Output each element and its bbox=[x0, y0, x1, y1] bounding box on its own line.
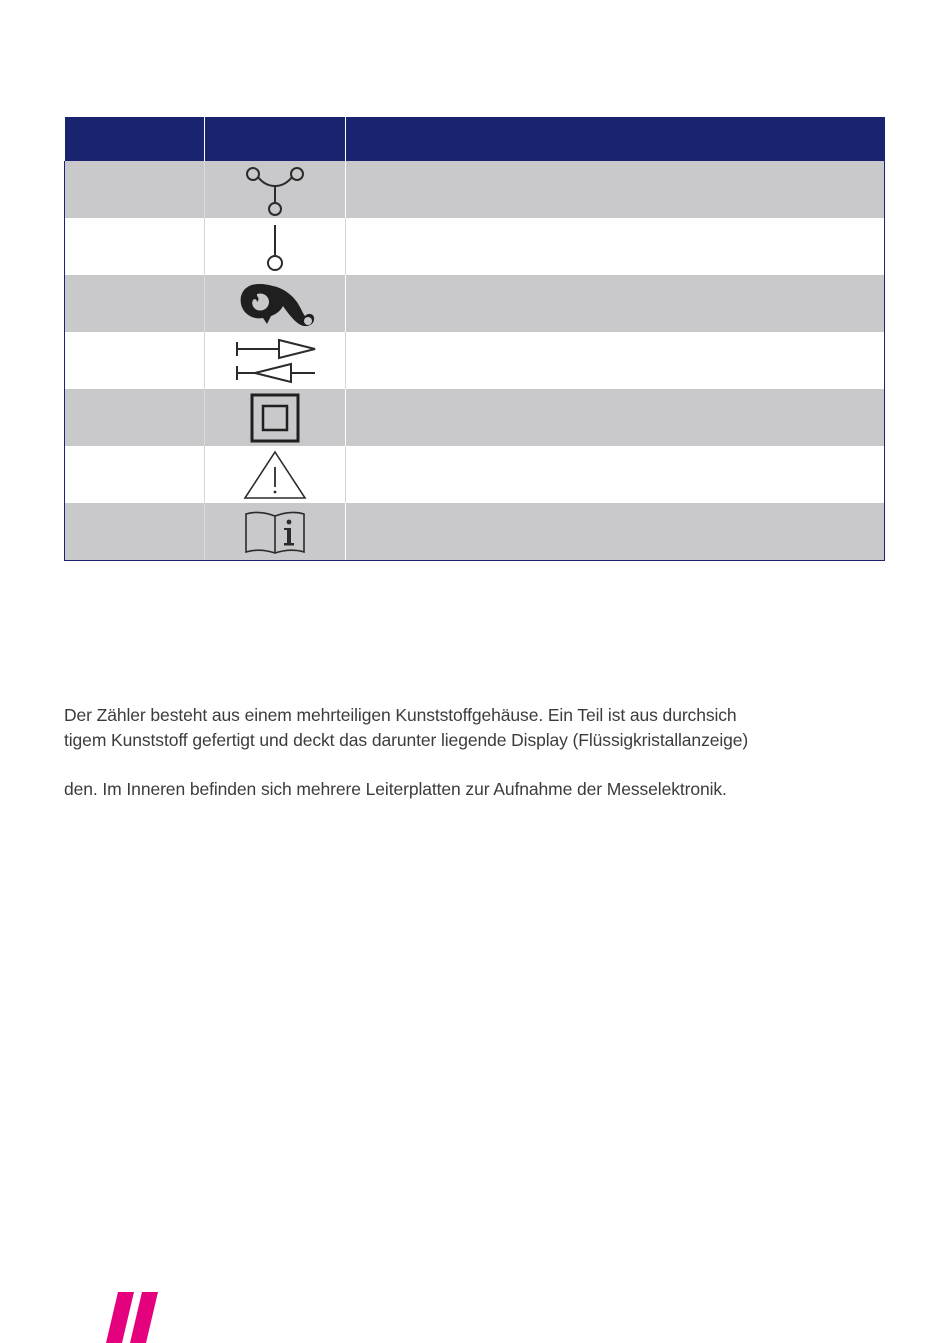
three-phase-star-icon bbox=[243, 164, 307, 216]
row-symbol-cell bbox=[205, 332, 346, 389]
row-symbol-cell bbox=[205, 161, 346, 218]
row-description bbox=[346, 275, 885, 332]
row-symbol-cell bbox=[205, 503, 346, 561]
row-label bbox=[65, 218, 205, 275]
row-description bbox=[346, 161, 885, 218]
warning-triangle-icon bbox=[242, 449, 308, 501]
symbol-table bbox=[64, 117, 885, 561]
snail-rotation-icon bbox=[235, 278, 315, 330]
table-row bbox=[65, 446, 885, 503]
double-insulation-icon bbox=[249, 392, 301, 444]
row-symbol-cell bbox=[205, 218, 346, 275]
row-description bbox=[346, 332, 885, 389]
row-label bbox=[65, 446, 205, 503]
row-description bbox=[346, 503, 885, 561]
row-label bbox=[65, 503, 205, 561]
header-cell-1 bbox=[65, 117, 205, 161]
header-cell-2 bbox=[205, 117, 346, 161]
row-label bbox=[65, 389, 205, 446]
row-label bbox=[65, 161, 205, 218]
brand-slash-logo bbox=[104, 1292, 164, 1343]
table-row bbox=[65, 218, 885, 275]
body-paragraph bbox=[64, 703, 894, 802]
row-description bbox=[346, 389, 885, 446]
header-cell-3 bbox=[346, 117, 885, 161]
row-label bbox=[65, 275, 205, 332]
body-line-3: den. Im Inneren befinden sich mehrere Leiterplatten zur Aufnahme der Messelektronik. bbox=[64, 779, 727, 799]
row-label bbox=[65, 332, 205, 389]
row-symbol-cell bbox=[205, 446, 346, 503]
table-row bbox=[65, 332, 885, 389]
table-row bbox=[65, 503, 885, 561]
row-description bbox=[346, 218, 885, 275]
body-line-gap bbox=[64, 753, 894, 777]
row-description bbox=[346, 446, 885, 503]
row-symbol-cell bbox=[205, 389, 346, 446]
table-row bbox=[65, 275, 885, 332]
bidirectional-arrows-icon bbox=[233, 336, 317, 386]
body-line-1: Der Zähler besteht aus einem mehrteiligen Kunststoffgehäuse. Ein Teil ist aus durchsich bbox=[64, 705, 737, 725]
row-symbol-cell bbox=[205, 275, 346, 332]
table-header-row bbox=[65, 117, 885, 161]
body-line-2: tigem Kunststoff gefertigt und deckt das darunter liegende Display (Flüssigkristallanzeige) bbox=[64, 730, 749, 750]
manual-info-icon bbox=[243, 508, 307, 556]
single-terminal-icon bbox=[260, 221, 290, 273]
table-row bbox=[65, 389, 885, 446]
table-row bbox=[65, 161, 885, 218]
